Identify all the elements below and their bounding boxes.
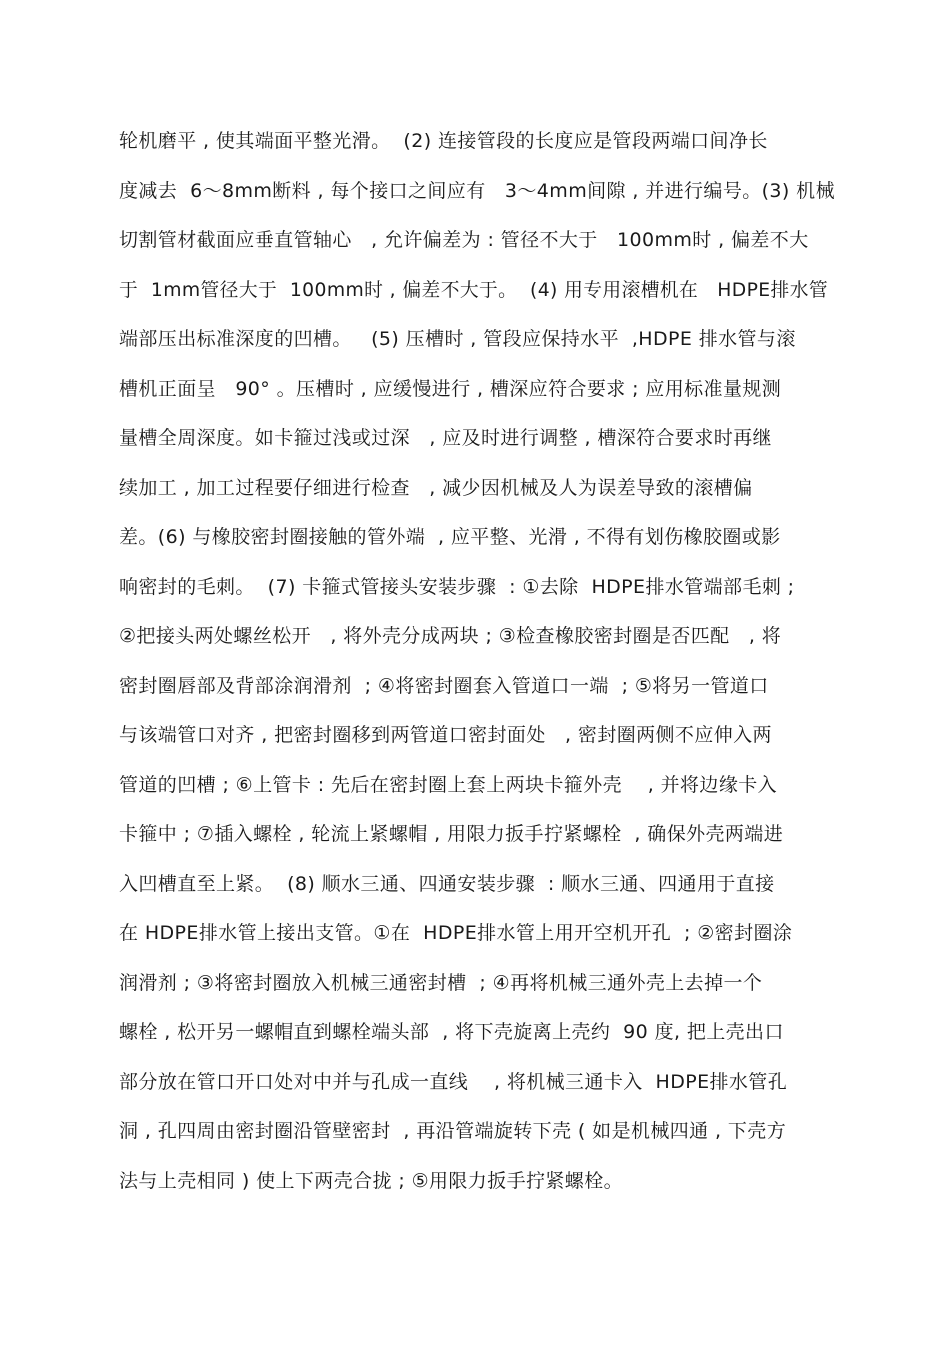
text-line: 密封圈唇部及背部涂润滑剂 ; ④将密封圈套入管道口一端 ; ⑤将另一管道口	[119, 674, 769, 697]
text-line: 度减去 6～8mm断料 , 每个接口之间应有 3～4mm间隙 , 并进行编号。(3) 机械	[119, 179, 835, 202]
body-text	[119, 123, 835, 1212]
text-line: 切割管材截面应垂直管轴心 , 允许偏差为 : 管径不大于 100mm时 , 偏差不大	[119, 229, 809, 251]
text-line: 量槽全周深度。如卡箍过浅或过深 , 应及时进行调整 , 槽深符合要求时再继	[119, 427, 772, 449]
text-line: 轮机磨平 , 使其端面平整光滑。 (2) 连接管段的长度应是管段两端口间净长	[119, 130, 768, 152]
text-line: 与该端管口对齐 , 把密封圈移到两管道口密封面处 , 密封圈两侧不应伸入两	[119, 724, 772, 746]
text-line: 入凹槽直至上紧。 (8) 顺水三通、四通安装步骤 : 顺水三通、四通用于直接	[119, 872, 775, 895]
text-line: 洞 , 孔四周由密封圈沿管壁密封 , 再沿管端旋转下壳 ( 如是机械四通 , 下壳方	[119, 1120, 787, 1142]
text-line: 续加工 , 加工过程要仔细进行检查 , 减少因机械及人为误差导致的滚槽偏	[119, 476, 753, 499]
text-line: 法与上壳相同 ) 使上下两壳合拢 ; ⑤用限力扳手拧紧螺栓。	[119, 1169, 624, 1192]
text-line: 卡箍中 ; ⑦插入螺栓 , 轮流上紧螺帽 , 用限力扳手拧紧螺栓 , 确保外壳两端进	[119, 823, 784, 845]
text-line: 螺栓 , 松开另一螺帽直到螺栓端头部 , 将下壳旋离上壳约 90 度, 把上壳出口	[119, 1021, 784, 1043]
text-line: 端部压出标准深度的凹槽。 (5) 压槽时 , 管段应保持水平 ,HDPE 排水管与滚	[119, 328, 796, 350]
text-line: 槽机正面呈 90° 。压槽时 , 应缓慢进行 , 槽深应符合要求 ; 应用标准量规测	[119, 377, 782, 400]
text-line: 差。(6) 与橡胶密封圈接触的管外端 , 应平整、光滑 , 不得有划伤橡胶圈或影	[119, 526, 781, 548]
text-line: 响密封的毛刺。 (7) 卡箍式管接头安装步骤 : ①去除 HDPE排水管端部毛刺 ;	[119, 575, 795, 598]
text-line: 润滑剂 ; ③将密封圈放入机械三通密封槽 ; ④再将机械三通外壳上去掉一个	[119, 971, 763, 994]
text-line: 部分放在管口开口处对中并与孔成一直线 , 将机械三通卡入 HDPE排水管孔	[119, 1070, 788, 1093]
text-line: ②把接头两处螺丝松开 , 将外壳分成两块 ; ③检查橡胶密封圈是否匹配 , 将	[119, 625, 782, 647]
text-line: 在 HDPE排水管上接出支管。①在 HDPE排水管上用开空机开孔 ; ②密封圈涂	[119, 922, 793, 944]
text-line: 管道的凹槽 ; ⑥上管卡 : 先后在密封圈上套上两块卡箍外壳 , 并将边缘卡入	[119, 773, 778, 796]
text-line: 于 1mm管径大于 100mm时 , 偏差不大于。 (4) 用专用滚槽机在 HDPE排水管	[119, 279, 829, 301]
